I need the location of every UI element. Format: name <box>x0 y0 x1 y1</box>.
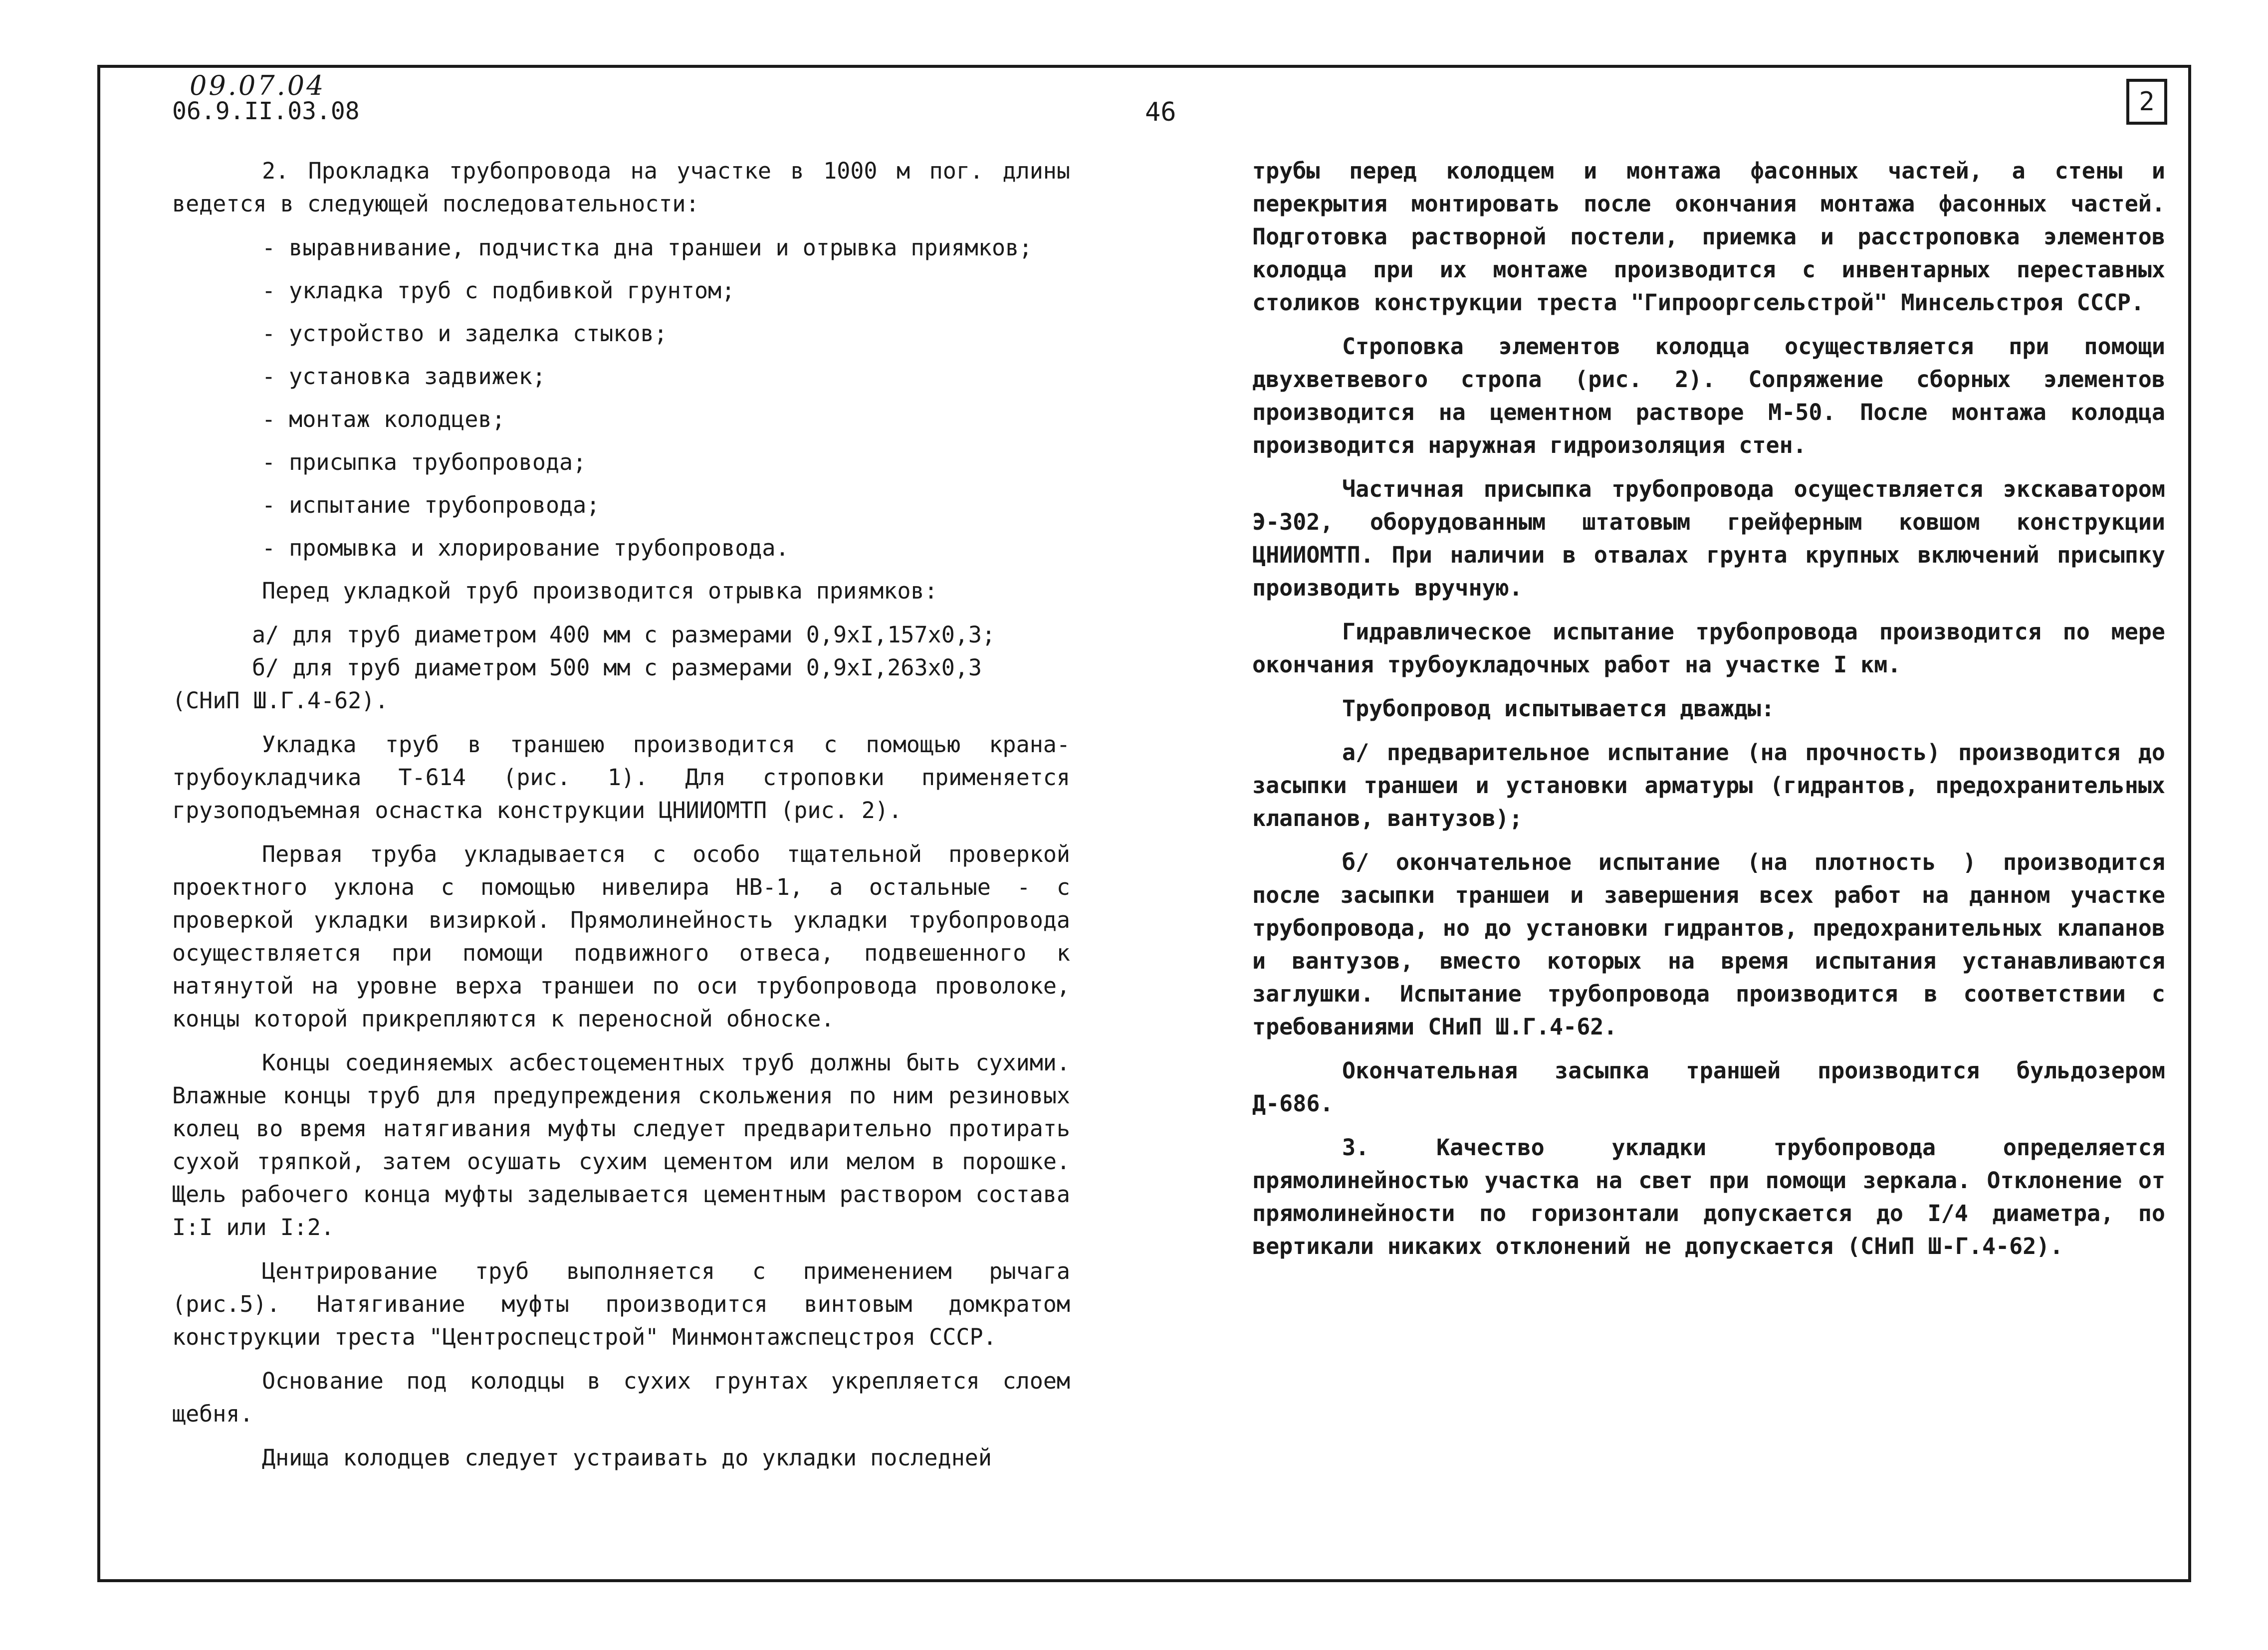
paragraph: Центрирование труб выполняется с применением рычага (рис.5). Натягивание муфты производится винтовым домкратом конструкции треста "Центроспецстрой" Минмонтажспецстроя СССР. <box>172 1258 1070 1350</box>
paragraph: трубы перед колодцем и монтажа фасонных частей, а стены и перекрытия монтировать после окончания монтажа фасонных частей. Подготовка растворной постели, приемка и расстроповка элементов колодца при их монтаже производится с инвентарных переставных столиков конструкции треста "Гипрооргсельстрой" Минсельстроя СССР. <box>1252 158 2165 316</box>
list-item: - устройство и заделка стыков; <box>262 320 668 347</box>
list-item: - присыпка трубопровода; <box>262 449 587 475</box>
paragraph: б/ окончательное испытание (на плотность ) производится после засыпки траншеи и завершения всех работ на данном участке трубопровода, но до установки гидрантов, предохранительных клапанов и вантузов, вместо которых на время испытания устанавливаются заглушки. Испытание трубопровода производится в соответствии с требованиями СНиП Ш.Г.4-62. <box>1252 849 2165 1040</box>
right-column <box>1252 155 2165 1274</box>
paragraph: Основание под колодцы в сухих грунтах укрепляется слоем щебня. <box>172 1368 1070 1427</box>
paragraph: Окончательная засыпка траншей производится бульдозером Д-686. <box>1252 1057 2165 1117</box>
list-item: - испытание трубопровода; <box>262 492 600 518</box>
paragraph: 2. Прокладка трубопровода на участке в 1000 м пог. длины ведется в следующей последовательности: <box>172 158 1070 217</box>
paragraph: Строповка элементов колодца осуществляется при помощи двухветвевого стропа (рис. 2). Сопряжение сборных элементов производится на цементном растворе М-50. После монтажа колодца производится наружная гидроизоляция стен. <box>1252 333 2165 458</box>
paragraph: б/ для труб диаметром 500 мм с размерами 0,9xI,263x0,3 <box>252 654 982 681</box>
page-number: 46 <box>1145 97 1176 127</box>
document-number: 06.9.II.03.08 <box>172 97 360 125</box>
paragraph: Укладка труб в траншею производится с помощью крана-трубоукладчика Т-614 (рис. 1). Для строповки применяется грузоподъемная оснастка конструкции ЦНИИОМТП (рис. 2). <box>172 731 1070 824</box>
list-item: - промывка и хлорирование трубопровода. <box>262 535 789 561</box>
paragraph: Трубопровод испытывается дважды: <box>1342 695 1775 722</box>
sheet-number-box <box>2126 79 2167 125</box>
handwritten-code: 09.07.04 <box>190 70 326 101</box>
list-item: - установка задвижек; <box>262 363 546 390</box>
paragraph: Концы соединяемых асбестоцементных труб должны быть сухими. Влажные концы труб для предупреждения скольжения по ним резиновых колец во время натягивания муфты следует предварительно протирать сухой тряпкой, затем осушать сухим цементом или мелом в порошке. Щель рабочего конца муфты заделывается цементным раствором состава I:I или I:2. <box>172 1049 1070 1240</box>
list-item: - укладка труб с подбивкой грунтом; <box>262 277 735 304</box>
paragraph: Гидравлическое испытание трубопровода производится по мере окончания трубоукладочных работ на участке I км. <box>1252 619 2165 678</box>
paragraph: Первая труба укладывается с особо тщательной проверкой проектного уклона с помощью нивелира НВ-1, а остальные - с проверкой укладки визиркой. Прямолинейность укладки трубопровода осуществляется при помощи подвижного отвеса, подвешенного к натянутой на уровне верха траншеи по оси трубопровода проволоке, концы которой прикрепляются к переносной обноске. <box>172 841 1070 1032</box>
sheet-number: 2 <box>2139 87 2155 117</box>
paragraph: Перед укладкой труб производится отрывка приямков: <box>262 578 938 604</box>
left-column <box>172 155 1070 1485</box>
paragraph: 3. Качество укладки трубопровода определяется прямолинейностью участка на свет при помощи зеркала. Отклонение от прямолинейности по горизонтали допускается до I/4 диаметра, по вертикали никаких отклонений не допускается (СНиП Ш-Г.4-62). <box>1252 1134 2165 1259</box>
paragraph: а/ для труб диаметром 400 мм с размерами 0,9xI,157x0,3; <box>252 621 996 648</box>
list-item: - выравнивание, подчистка дна траншеи и отрывка приямков; <box>262 234 1033 261</box>
paragraph: а/ предварительное испытание (на прочность) производится до засыпки траншеи и установки арматуры (гидрантов, предохранительных клапанов, вантузов); <box>1252 739 2165 831</box>
paragraph: Днища колодцев следует устраивать до укладки последней <box>262 1444 992 1471</box>
paragraph: Частичная присыпка трубопровода осуществляется экскаватором Э-302, оборудованным штатовым грейферным ковшом конструкции ЦНИИОМТП. При наличии в отвалах грунта крупных включений присыпку производить вручную. <box>1252 476 2165 601</box>
list-item: - монтаж колодцев; <box>262 406 505 432</box>
paragraph: (СНиП Ш.Г.4-62). <box>172 687 389 714</box>
